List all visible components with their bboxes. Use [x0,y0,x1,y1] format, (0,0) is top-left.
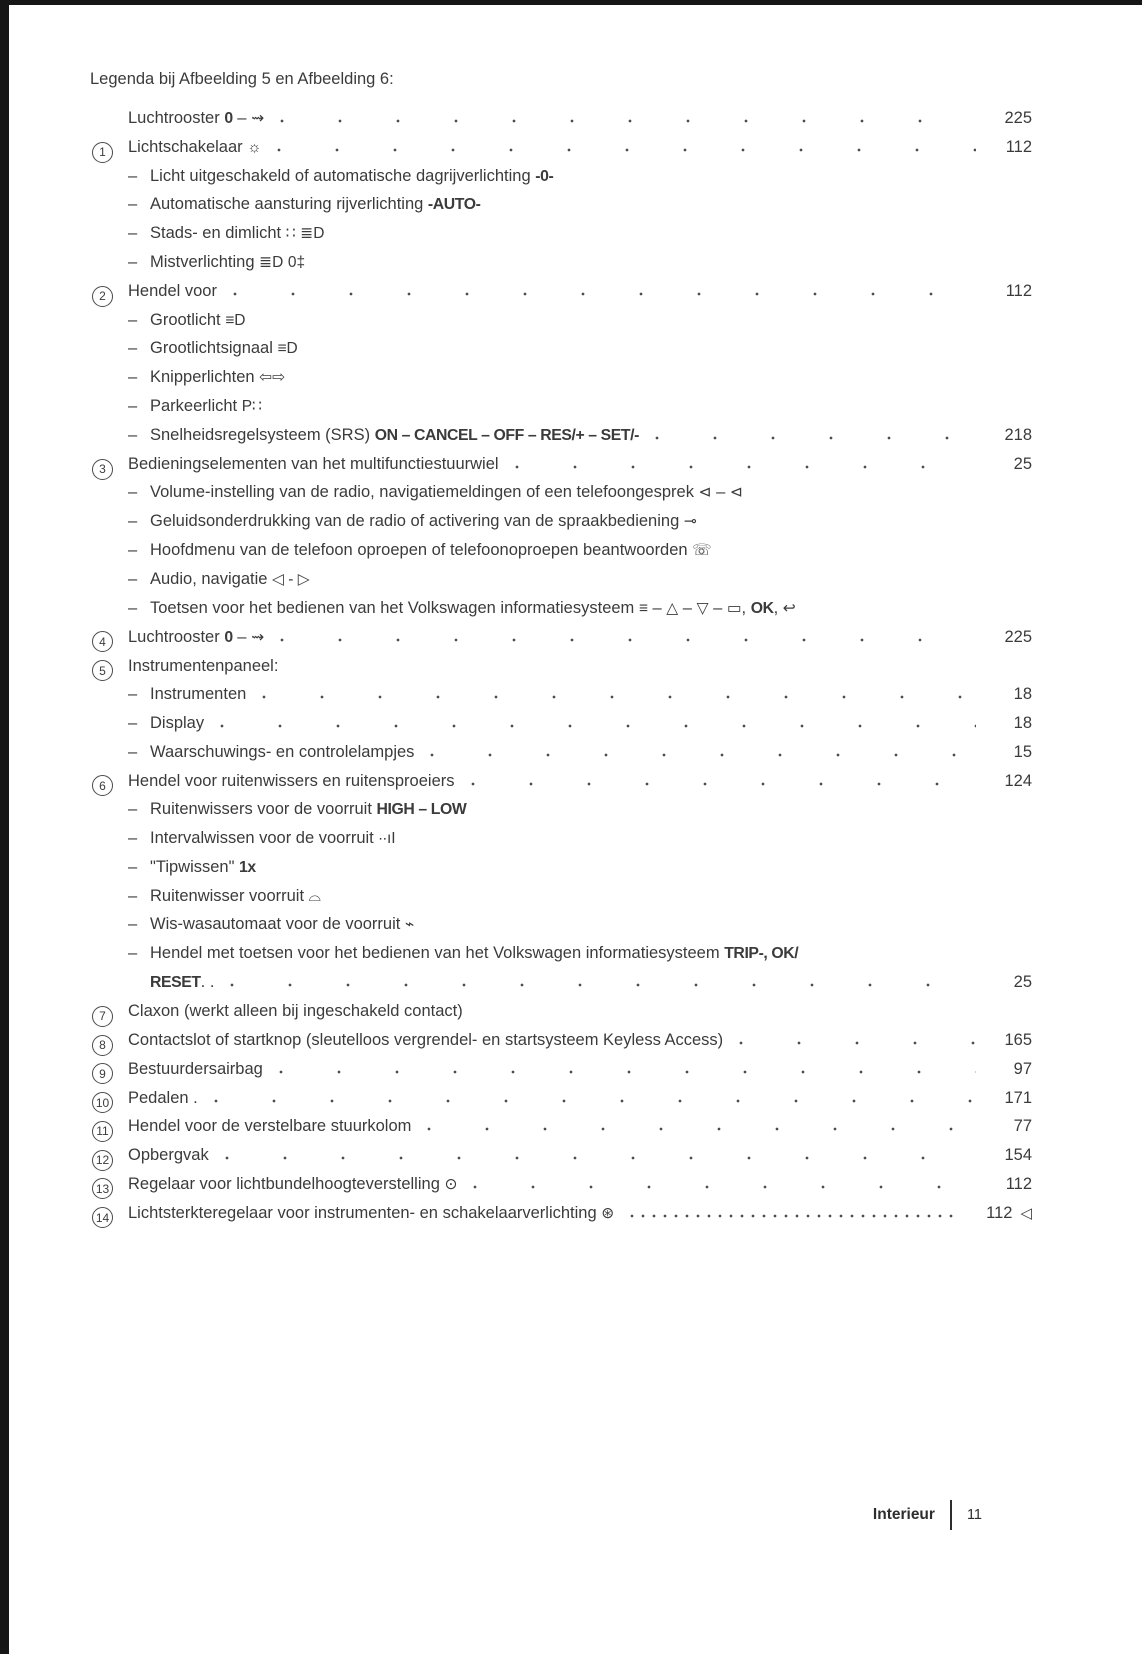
dot-leader [260,695,976,699]
item-text: Lichtschakelaar ☼ [128,138,262,157]
light-switch-icon: ☼ [247,139,262,157]
legend-subitem [90,426,1032,455]
sub-item-dash: – [128,339,138,358]
item-number-badge: 10 [92,1092,113,1113]
legend-subitem [90,311,1032,340]
item-text: Hendel voor de verstelbare stuurkolom [128,1117,412,1136]
legend-item [90,1088,1032,1117]
dot-leader [277,1070,976,1074]
windshield-wiper-icon: ⌓ [308,887,321,905]
item-number-badge: 13 [92,1178,113,1199]
item-text: Bedieningselementen van het multifunctiestuurwiel [128,455,499,474]
sub-item-dash: – [128,195,138,214]
item-text: Regelaar voor lichtbundelhoogteverstelling ⊙ [128,1174,458,1193]
item-text: Waarschuwings- en controlelampjes [150,742,415,761]
item-text: Geluidsonderdrukking van de radio of activering van de spraakbediening ⊸ [150,512,697,531]
low-beam-icon: ≣D [300,225,325,243]
item-text: Snelheidsregelsysteem (SRS) ON – CANCEL – OFF – RES/+ – SET/- [150,425,640,444]
sub-item-dash: – [128,857,138,876]
item-text: Claxon (werkt alleen bij ingeschakeld contact) [128,1002,463,1021]
item-number-badge: 8 [92,1035,113,1056]
item-text: "Tipwissen" 1x [150,857,256,876]
legend-subitem [90,167,1032,196]
legend-subitem [90,858,1032,887]
footer-page-number: 11 [966,1507,982,1523]
dot-leader [425,1127,976,1131]
page-number: 124 [1004,771,1032,790]
dot-leader [513,465,976,469]
side-lights-icon: ∷ [285,225,296,243]
legend-item [90,1002,1032,1031]
sub-item-dash: – [128,310,138,329]
item-text: Parkeerlicht P∷ [150,396,262,415]
legend-item [90,109,1032,138]
item-text: Mistverlichting ≣D 0‡ [150,252,306,271]
legend-subitem [90,973,1032,1002]
legend-subitem [90,397,1032,426]
page-number: 218 [1004,425,1032,444]
legend-item [90,656,1032,685]
item-text: Opbergvak [128,1146,209,1165]
page-number: 18 [1013,684,1032,703]
legend-rows [90,109,1032,1232]
sub-item-dash: – [128,368,138,387]
item-text: Stads- en dimlicht ∷ ≣D [150,224,325,243]
legend-subitem [90,743,1032,772]
legend-subitem [90,685,1032,714]
menu-icon: ≡ [638,599,648,617]
item-text: Contactslot of startknop (sleutelloos vergrendel- en startsysteem Keyless Access) [128,1031,724,1049]
dot-leader [428,753,976,757]
item-text: Pedalen . [128,1088,198,1107]
high-beam-icon: ≡D [225,311,246,329]
sub-item-dash: – [128,713,138,732]
sub-item-dash: – [128,483,138,502]
page-title: Legenda bij Afbeelding 5 en Afbeelding 6: [90,70,394,88]
dot-leader [212,1099,976,1103]
dot-leader [228,983,976,987]
volume-up-icon: ⊲ [698,484,712,502]
sub-item-dash: – [128,598,138,617]
sub-item-dash: – [128,512,138,531]
legend-item [90,138,1032,167]
item-number-badge: 14 [92,1207,113,1228]
legend-item [90,1203,1032,1232]
dot-leader [275,148,976,152]
legend-subitem [90,944,1032,973]
item-text: Bestuurdersairbag [128,1059,263,1078]
legend-page [90,70,1032,1232]
item-number-badge: 2 [92,286,113,307]
item-text: Hendel voor ruitenwissers en ruitensproeiers [128,771,455,790]
item-text: Display [150,713,205,732]
page-number: 154 [1004,1146,1032,1165]
page-number: 225 [1004,109,1032,127]
item-number-badge: 3 [92,459,113,480]
item-text: Grootlicht ≡D [150,310,246,329]
item-text: Hendel met toetsen voor het bedienen van het Volkswagen informatiesysteem TRIP-, OK/ [150,944,799,963]
legend-subitem [90,512,1032,541]
item-text: Instrumentenpaneel: [128,656,279,675]
item-text: Luchtrooster 0 – ⇝ [128,109,265,127]
back-icon: ↩ [782,599,796,617]
dot-leader [737,1041,976,1045]
page-number: 97 [1013,1059,1032,1078]
legend-subitem [90,224,1032,253]
sub-item-dash: – [128,252,138,271]
sub-item-dash: – [128,828,138,847]
legend-subitem [90,541,1032,570]
legend-item [90,1031,1032,1060]
legend-subitem [90,915,1032,944]
item-text: Hoofdmenu van de telefoon oproepen of telefoonoproepen beantwoorden ☏ [150,540,712,559]
dot-leader [278,638,976,642]
item-text: Lichtsterkteregelaar voor instrumenten- en schakelaarverlichting ⊛ [128,1203,615,1222]
item-text: Licht uitgeschakeld of automatische dagrijverlichting -0- [150,166,554,185]
legend-subitem [90,599,1032,628]
legend-item [90,455,1032,484]
scan-edge-left [0,0,9,1654]
legend-subitem [90,253,1032,282]
sub-item-dash: – [128,886,138,905]
sub-item-dash: – [128,425,138,444]
footer-section-label: Interieur [872,1506,935,1523]
volume-down-icon: ⊲ [729,484,743,502]
item-number-badge: 12 [92,1150,113,1171]
item-text: Automatische aansturing rijverlichting -AUTO- [150,195,481,214]
headlight-flash-icon: ≡D [277,340,298,358]
legend-subitem [90,800,1032,829]
dot-leader [628,1214,956,1218]
item-number-badge: 9 [92,1063,113,1084]
page-number: 165 [1004,1031,1032,1049]
continuation-marker-icon: ◁ [1020,1204,1032,1222]
page-number: 25 [1013,455,1032,474]
item-text: Hendel voor [128,282,217,301]
item-text: RESET. . [150,972,215,991]
legend-item [90,1146,1032,1175]
legend-subitem [90,195,1032,224]
phone-icon: ☏ [692,541,712,559]
item-text: Instrumenten [150,684,247,703]
legend-item [90,1059,1032,1088]
page-number: 112 [1005,1174,1032,1193]
legend-subitem [90,829,1032,858]
item-number-badge: 6 [92,775,113,796]
legend-item [90,282,1032,311]
up-arrow-icon: △ [666,599,679,617]
sub-item-dash: – [128,569,138,588]
legend-subitem [90,339,1032,368]
item-text: Knipperlichten ⇦⇨ [150,368,286,387]
page-number: 225 [1004,627,1032,646]
sub-item-dash: – [128,540,138,559]
rear-fog-light-icon: 0‡ [287,253,306,271]
legend-item [90,1117,1032,1146]
dot-leader [469,782,977,786]
legend-subitem [90,483,1032,512]
front-fog-light-icon: ≣D [259,253,284,271]
air-vent-icon: ⇝ [251,628,265,646]
legend-subitem [90,570,1032,599]
parking-light-icon: P∷ [241,397,262,415]
sub-item-dash: – [128,800,138,819]
instrument-dimmer-icon: ⊛ [601,1204,615,1222]
page-number: 112 [1005,138,1032,157]
sub-item-dash: – [128,684,138,703]
audio-nav-arrows-icon: ◁ - ▷ [272,570,310,588]
footer-divider [950,1500,952,1530]
item-text: Luchtrooster 0 – ⇝ [128,627,265,646]
sub-item-dash: – [128,224,138,243]
mute-voice-icon: ⊸ [683,513,697,531]
air-vent-icon: ⇝ [251,110,265,127]
item-text: Audio, navigatie ◁ - ▷ [150,569,310,588]
item-number-badge: 4 [92,631,113,652]
legend-item [90,771,1032,800]
legend-subitem [90,887,1032,916]
dot-leader [223,1156,976,1160]
page-number: 171 [1004,1088,1032,1107]
sub-item-dash: – [128,915,138,934]
turn-signals-icon: ⇦⇨ [259,369,286,387]
wash-wipe-icon: ⌁ [404,916,415,934]
page-number: 18 [1013,713,1032,732]
footer [873,1500,982,1530]
legend-item [90,627,1032,656]
page-number: 77 [1013,1117,1032,1136]
dot-leader [218,724,976,728]
item-number-badge: 7 [92,1006,113,1027]
item-number-badge: 5 [92,660,113,681]
item-text: Ruitenwissers voor de voorruit HIGH – LOW [150,800,467,819]
down-arrow-icon: ▽ [696,599,709,617]
interval-wiper-icon: ∙∙ıI [378,829,396,847]
dot-leader [278,119,976,123]
page-number: 15 [1013,742,1032,761]
headlight-leveling-icon: ⊙ [444,1175,458,1193]
item-text: Volume-instelling van de radio, navigatiemeldingen of een telefoongesprek ⊲ – ⊲ [150,483,743,502]
display-icon: ▭ [726,599,742,617]
dot-leader [471,1185,976,1189]
item-number-badge: 1 [92,142,113,163]
legend-subitem [90,714,1032,743]
item-number-badge: 11 [92,1121,113,1142]
sub-item-dash: – [128,742,138,761]
page-number: 112 [1005,282,1032,301]
item-text: Wis-wasautomaat voor de voorruit ⌁ [150,915,415,934]
dot-leader [653,436,976,440]
sub-item-dash: – [128,944,138,963]
legend-subitem [90,368,1032,397]
item-text: Ruitenwisser voorruit ⌓ [150,886,321,905]
sub-item-dash: – [128,396,138,415]
item-text: Intervalwissen voor de voorruit ∙∙ıI [150,828,396,847]
item-text: Grootlichtsignaal ≡D [150,339,298,358]
scan-edge-top [0,0,1142,5]
legend-item [90,1174,1032,1203]
page-number: 112 [986,1203,1013,1222]
dot-leader [231,292,976,296]
sub-item-dash: – [128,166,138,185]
page-number: 25 [1013,972,1032,991]
item-text: Toetsen voor het bedienen van het Volkswagen informatiesysteem ≡ – △ – ▽ – ▭, OK, ↩ [150,598,796,617]
